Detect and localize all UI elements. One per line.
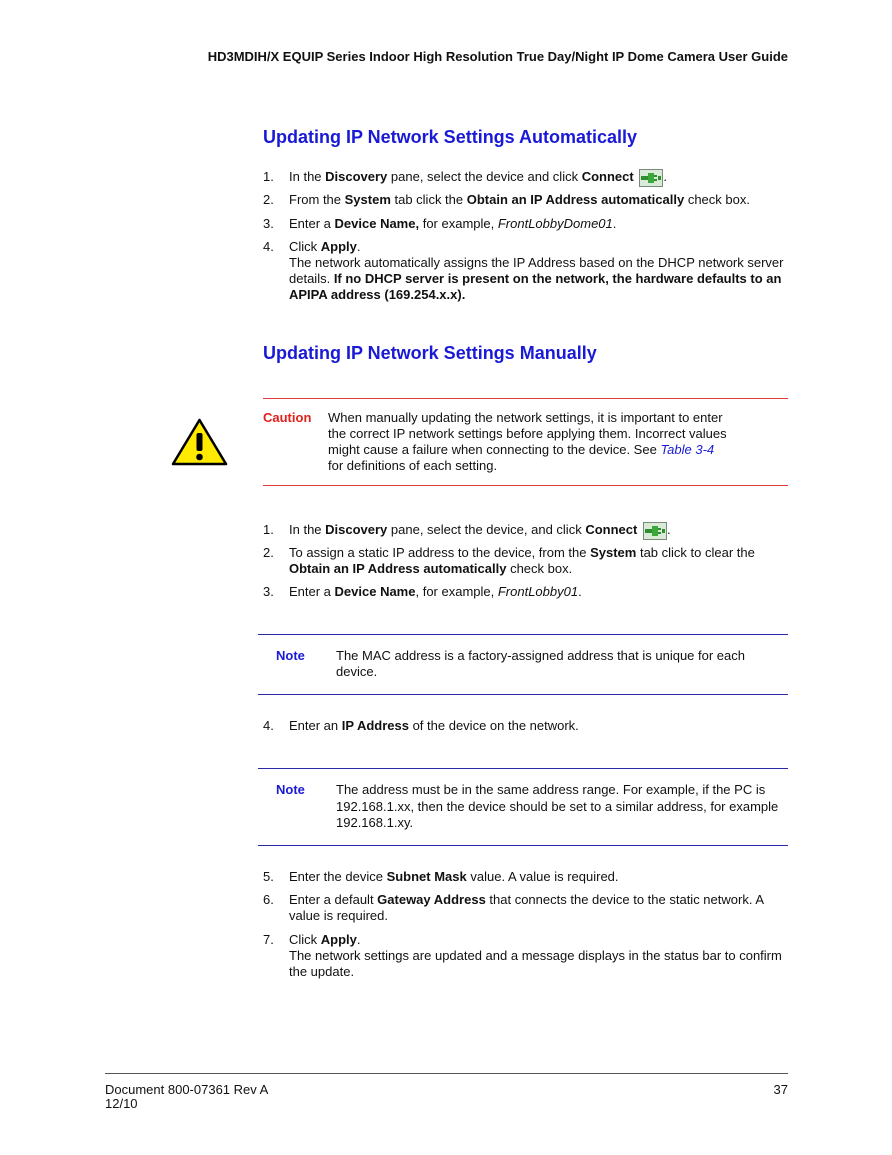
step-number: 5. [263, 869, 274, 884]
note-divider-top [258, 634, 788, 635]
section-title-automatic: Updating IP Network Settings Automatically [263, 127, 638, 147]
list-item: 2. To assign a static IP address to the device, from the System tab click to clear the Obtain an IP Address automatically check box. [263, 545, 755, 576]
step-number: 6. [263, 892, 274, 907]
list-item: 5. Enter the device Subnet Mask value. A value is required. [263, 869, 619, 884]
section-title-manual: Updating IP Network Settings Manually [263, 343, 597, 363]
list-item: 1. In the Discovery pane, select the device and click Connect . [263, 169, 788, 187]
list-item: 2. From the System tab click the Obtain an IP Address automatically check box. [263, 192, 750, 207]
note-divider-bottom [258, 845, 788, 846]
caution-divider-top [263, 398, 788, 399]
table-reference-link[interactable]: Table 3-4 [660, 442, 715, 457]
caution-text: When manually updating the network settings, it is important to enter the correct IP network settings before applying them. Incorrect values might cause a failure when connecting to the device. See Table 3-4 for definitions of each setting. [328, 410, 727, 473]
note-divider-bottom [258, 694, 788, 695]
footer-document-id: Document 800-07361 Rev A [105, 1082, 269, 1097]
step-number: 2. [263, 192, 274, 207]
note-label: Note [276, 648, 305, 663]
list-item: 1. In the Discovery pane, select the device, and click Connect . [263, 522, 788, 540]
page-number: 37 [773, 1082, 788, 1097]
list-item: 4. Enter an IP Address of the device on the network. [263, 718, 579, 733]
note-label: Note [276, 782, 305, 797]
step-number: 3. [263, 584, 274, 599]
caution-label: Caution [263, 410, 312, 425]
running-header: HD3MDIH/X EQUIP Series Indoor High Resolution True Day/Night IP Dome Camera User Guide [207, 49, 788, 64]
note-text: The address must be in the same address range. For example, if the PC is 192.168.1.xx, then the device should be set to a similar address, for example 192.168.1.xy. [336, 782, 779, 830]
step-number: 7. [263, 932, 274, 947]
step-number: 4. [263, 239, 274, 254]
list-item: 3. Enter a Device Name, for example, FrontLobby01. [263, 584, 582, 599]
note-text: The MAC address is a factory-assigned address that is unique for each device. [336, 648, 745, 679]
list-item: 7. Click Apply. The network settings are updated and a message displays in the status bar to confirm the update. [263, 932, 782, 979]
step-number: 2. [263, 545, 274, 560]
list-item: 3. Enter a Device Name, for example, FrontLobbyDome01. [263, 216, 617, 231]
step-number: 4. [263, 718, 274, 733]
list-item: 4. Click Apply. The network automatically assigns the IP Address based on the DHCP network server details. If no DHCP server is present on the network, the hardware defaults to an APIPA address (169.254.x.x). [263, 239, 784, 302]
step-number: 3. [263, 216, 274, 231]
list-item: 6. Enter a default Gateway Address that connects the device to the static network. A value is required. [263, 892, 764, 923]
warning-triangle-icon [171, 418, 228, 469]
connect-plug-icon [639, 169, 663, 187]
step-number: 1. [263, 522, 274, 537]
caution-divider-bottom [263, 485, 788, 486]
connect-plug-icon [643, 522, 667, 540]
footer-divider [105, 1073, 788, 1074]
footer-date: 12/10 [105, 1096, 138, 1111]
note-divider-top [258, 768, 788, 769]
step-number: 1. [263, 169, 274, 184]
